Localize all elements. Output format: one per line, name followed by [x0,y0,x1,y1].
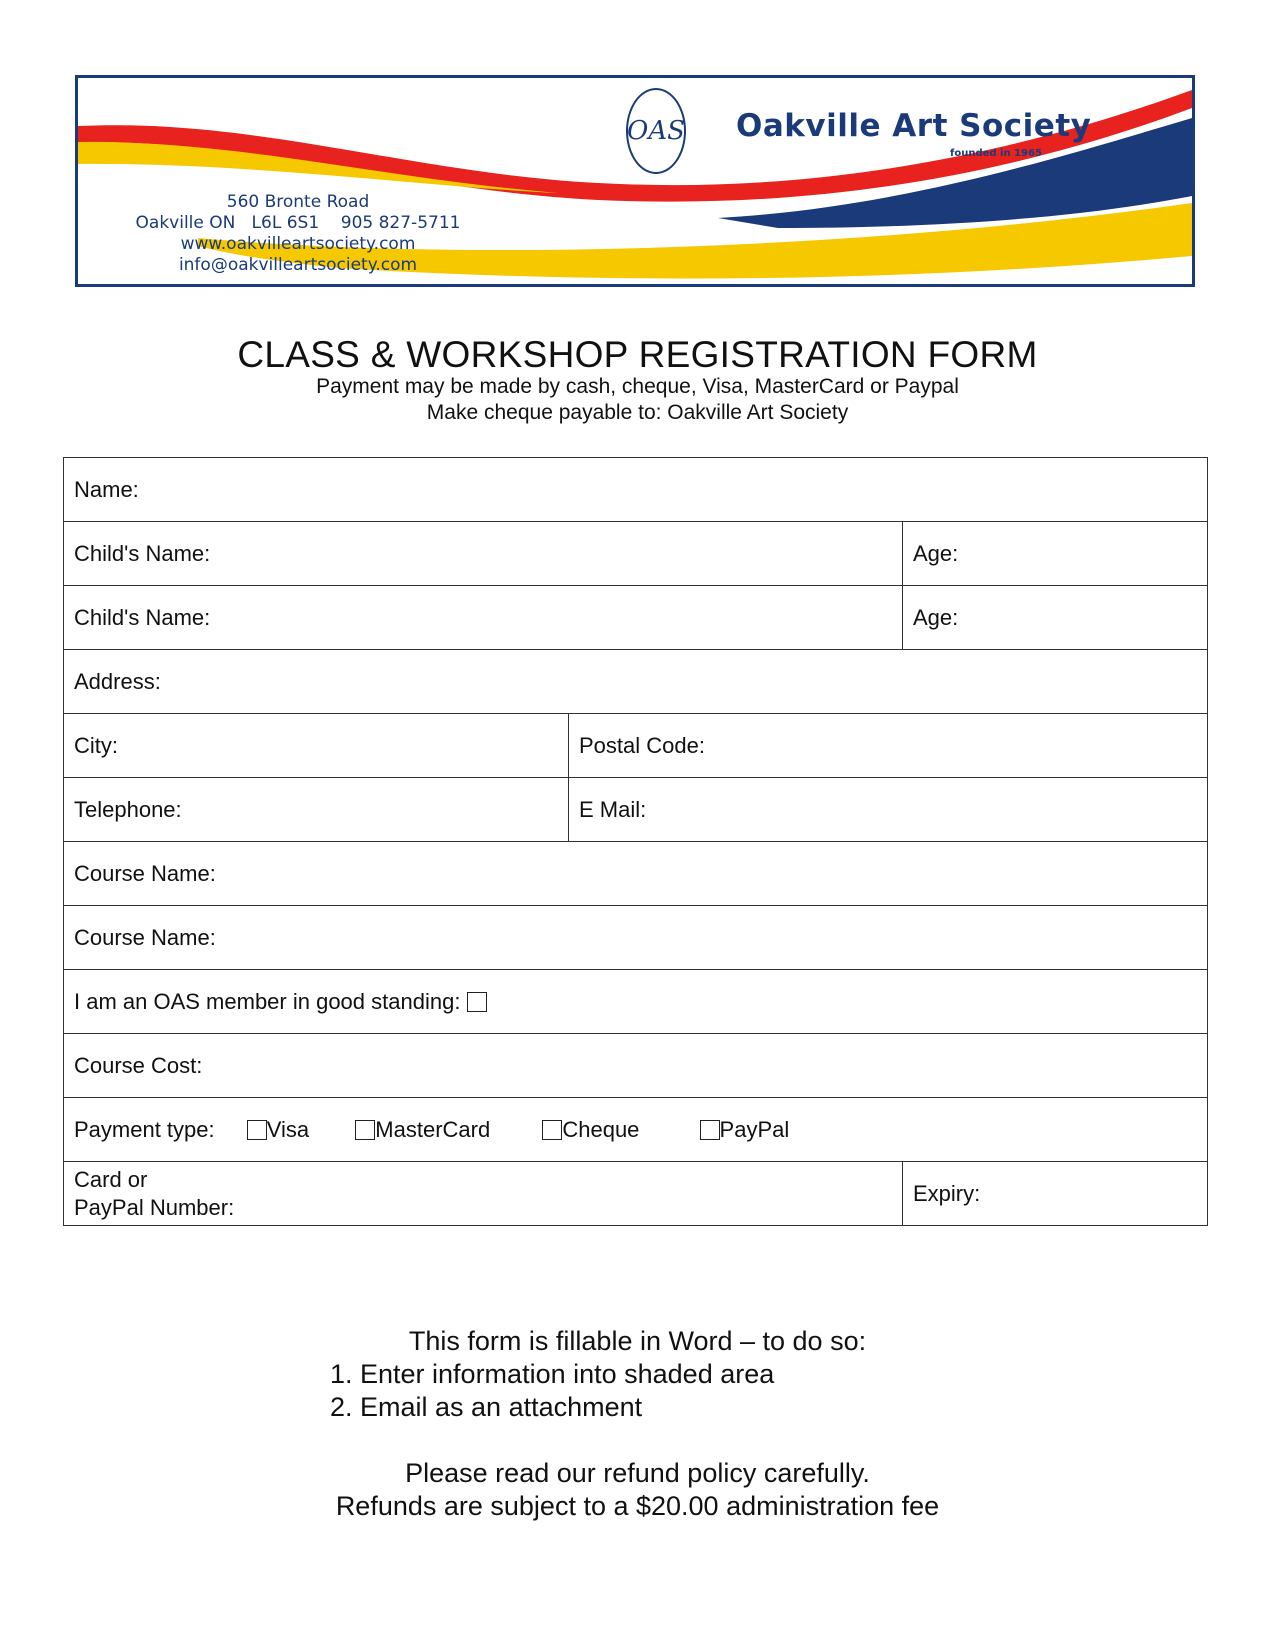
row-name [64,458,1208,522]
child-name-label-2: Child's Name: [74,604,211,630]
row-child2 [64,586,1208,650]
course-name-label-2: Course Name: [74,924,216,950]
header-banner [75,75,1195,287]
expiry-field[interactable] [903,1162,1208,1226]
card-label-line2: PayPal Number: [74,1194,235,1220]
course-name-label-1: Course Name: [74,860,216,886]
row-card [64,1162,1208,1226]
card-label-line1: Card or [74,1166,148,1192]
payment-option-mastercard[interactable] [355,1117,490,1143]
expiry-label: Expiry: [913,1180,981,1206]
step-item: 1. Enter information into shaded area [360,1358,774,1391]
course-name-field-1[interactable] [64,842,1208,906]
refund-note: Please read our refund policy carefully. [405,1458,870,1488]
row-cost [64,1034,1208,1098]
row-child1 [64,522,1208,586]
member-checkbox[interactable] [467,992,487,1012]
email-label: E Mail: [579,796,647,822]
payment-type-label: Payment type: [74,1116,215,1142]
address-website: www.oakvilleartsociety.com [180,234,416,254]
mastercard-label: MasterCard [375,1116,491,1142]
member-label: I am an OAS member in good standing: [74,988,461,1014]
telephone-field[interactable] [64,778,569,842]
row-payment [64,1098,1208,1162]
row-city [64,714,1208,778]
cheque-note: Make cheque payable to: Oakville Art Society [426,401,849,424]
child-name-label-1: Child's Name: [74,540,211,566]
row-member [64,970,1208,1034]
payment-option-cheque[interactable] [542,1117,639,1143]
payment-option-paypal[interactable] [700,1117,790,1143]
form-title: CLASS & WORKSHOP REGISTRATION FORM [237,334,1038,375]
member-field [64,970,1208,1034]
address-email: info@oakvilleartsociety.com [178,255,418,275]
step-item: 2. Email as an attachment [360,1391,774,1424]
child-name-field-1[interactable] [64,522,903,586]
postal-code-label: Postal Code: [579,732,705,758]
age-label-1: Age: [913,540,959,566]
row-address [64,650,1208,714]
address-field[interactable] [64,650,1208,714]
city-label: City: [74,732,118,758]
email-field[interactable] [569,778,1208,842]
card-number-field[interactable] [64,1162,903,1226]
refund-fee-note: Refunds are subject to a $20.00 administration fee [335,1491,940,1521]
row-course1 [64,842,1208,906]
instruction-steps [325,1358,774,1424]
course-cost-field[interactable] [64,1034,1208,1098]
paypal-checkbox[interactable] [700,1120,720,1140]
row-contact [64,778,1208,842]
cheque-label: Cheque [562,1116,640,1142]
child-name-field-2[interactable] [64,586,903,650]
name-field[interactable] [64,458,1208,522]
age-field-2[interactable] [903,586,1208,650]
row-course2 [64,906,1208,970]
cheque-checkbox[interactable] [542,1120,562,1140]
name-label: Name: [74,476,139,502]
age-field-1[interactable] [903,522,1208,586]
address-street: 560 Bronte Road [226,192,370,212]
paypal-label: PayPal [719,1116,790,1142]
course-name-field-2[interactable] [64,906,1208,970]
visa-label: Visa [266,1116,310,1142]
registration-table [63,457,1208,1226]
age-label-2: Age: [913,604,959,630]
address-label: Address: [74,668,161,694]
org-name: Oakville Art Society [736,108,1092,144]
logo-text: OAS [627,116,685,146]
oas-logo-icon [626,88,686,174]
postal-code-field[interactable] [569,714,1208,778]
address-city-phone: Oakville ON L6L 6S1 905 827-5711 [135,213,461,233]
fillable-note: This form is fillable in Word – to do so: [408,1326,867,1356]
visa-checkbox[interactable] [247,1120,267,1140]
payment-note: Payment may be made by cash, cheque, Visa, MasterCard or Paypal [316,375,959,398]
mastercard-checkbox[interactable] [355,1120,375,1140]
course-cost-label: Course Cost: [74,1052,203,1078]
payment-option-visa[interactable] [247,1117,309,1143]
payment-type-field [64,1098,1208,1162]
telephone-label: Telephone: [74,796,182,822]
city-field[interactable] [64,714,569,778]
founded-text: founded in 1965 [950,148,1042,159]
address-block [128,192,468,276]
